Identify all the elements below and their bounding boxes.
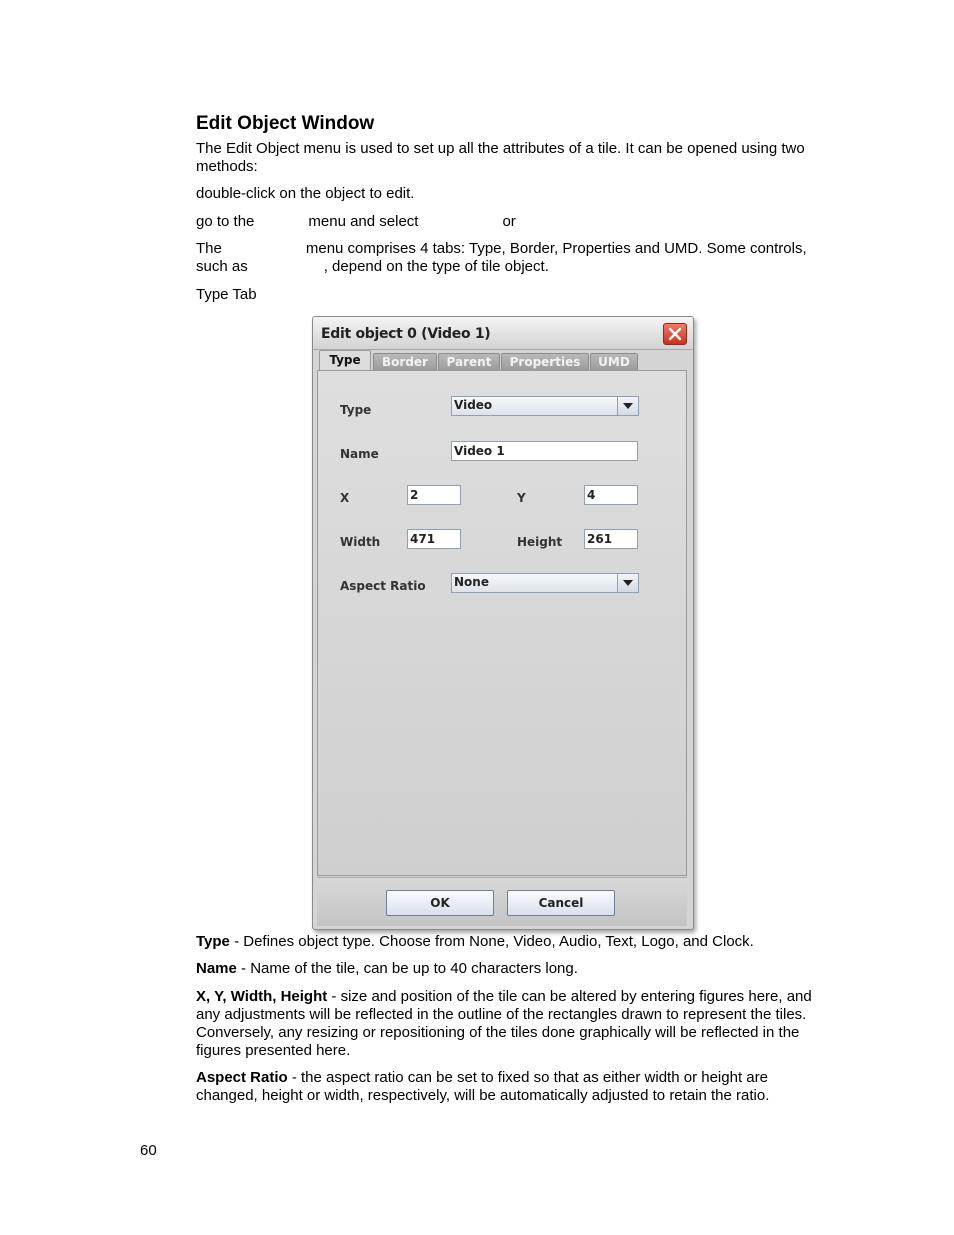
xy-term: X, Y, Width, Height	[196, 988, 328, 1005]
page-number: 60	[140, 1142, 157, 1159]
tabs-part3: , depend on the type of tile object.	[323, 258, 549, 275]
x-label: X	[340, 491, 350, 505]
type-tab-caption: Type Tab	[196, 286, 257, 303]
y-input[interactable]: 4	[584, 485, 638, 505]
type-text: - Defines object type. Choose from None, Video, Audio, Text, Logo, and Clock.	[229, 933, 754, 950]
type-select-value: Video	[454, 398, 493, 412]
type-description	[196, 933, 816, 951]
method-two-part3: or	[502, 213, 516, 230]
type-tab-panel	[317, 370, 687, 876]
tab-bar	[317, 350, 687, 370]
intro-paragraph: The Edit Object menu is used to set up all the attributes of a tile. It can be opened using two methods:	[196, 140, 805, 175]
close-icon	[668, 327, 682, 341]
name-input[interactable]: Video 1	[451, 441, 638, 461]
tab-properties[interactable]: Properties	[501, 353, 589, 371]
dialog-titlebar	[313, 317, 693, 350]
aspect-text: - the aspect ratio can be set to fixed so that as either width or height are changed, height or width, respectively, will be automatically adjusted to retain the ratio.	[196, 1069, 770, 1104]
name-label: Name	[340, 447, 379, 461]
xy-description	[196, 988, 816, 1060]
aspect-description	[196, 1069, 816, 1105]
width-label: Width	[340, 535, 381, 549]
section-heading: Edit Object Window	[196, 113, 375, 134]
name-text: - Name of the tile, can be up to 40 characters long.	[236, 960, 578, 977]
type-dropdown-arrow[interactable]	[617, 397, 638, 415]
xy-text: - size and position of the tile can be altered by entering figures here, and any adjustments will be reflected in the outline of the rectangles drawn to represent the tiles. Conversely, any resizing or repositioning of the tiles done graphically will be reflected in the figures presented here.	[196, 988, 812, 1059]
type-term: Type	[196, 933, 230, 950]
width-input[interactable]: 471	[407, 529, 461, 549]
method-two-part1: go to the	[196, 213, 255, 230]
tabs-paragraph	[196, 240, 816, 276]
tab-type[interactable]: Type	[319, 350, 371, 372]
name-description	[196, 960, 816, 978]
tabs-part1: The	[196, 240, 222, 257]
tab-parent[interactable]: Parent	[438, 353, 500, 371]
height-input[interactable]: 261	[584, 529, 638, 549]
dialog-title: Edit object 0 (Video 1)	[321, 326, 491, 342]
tab-umd[interactable]: UMD	[590, 353, 638, 371]
type-select[interactable]	[451, 396, 639, 416]
dialog-footer	[317, 877, 687, 926]
height-label: Height	[517, 535, 563, 549]
ok-button[interactable]: OK	[386, 890, 494, 916]
type-label: Type	[340, 403, 372, 417]
name-term: Name	[196, 960, 237, 977]
edit-object-dialog	[312, 316, 694, 930]
tab-border[interactable]: Border	[373, 353, 437, 371]
aspect-ratio-label: Aspect Ratio	[340, 579, 426, 593]
method-one: double-click on the object to edit.	[196, 185, 415, 202]
tabs-part2: menu comprises 4 tabs: Type, Border, Properties and UMD. Some controls, such as	[196, 240, 807, 275]
aspect-term: Aspect Ratio	[196, 1069, 288, 1086]
cancel-button[interactable]: Cancel	[507, 890, 615, 916]
y-label: Y	[517, 491, 526, 505]
chevron-down-icon	[623, 580, 633, 586]
aspect-ratio-value: None	[454, 575, 489, 589]
chevron-down-icon	[623, 403, 633, 409]
aspect-ratio-select[interactable]	[451, 573, 639, 593]
x-input[interactable]: 2	[407, 485, 461, 505]
aspect-dropdown-arrow[interactable]	[617, 574, 638, 592]
close-button[interactable]	[663, 323, 687, 345]
method-two-part2: menu and select	[308, 213, 419, 230]
method-two	[196, 213, 816, 231]
